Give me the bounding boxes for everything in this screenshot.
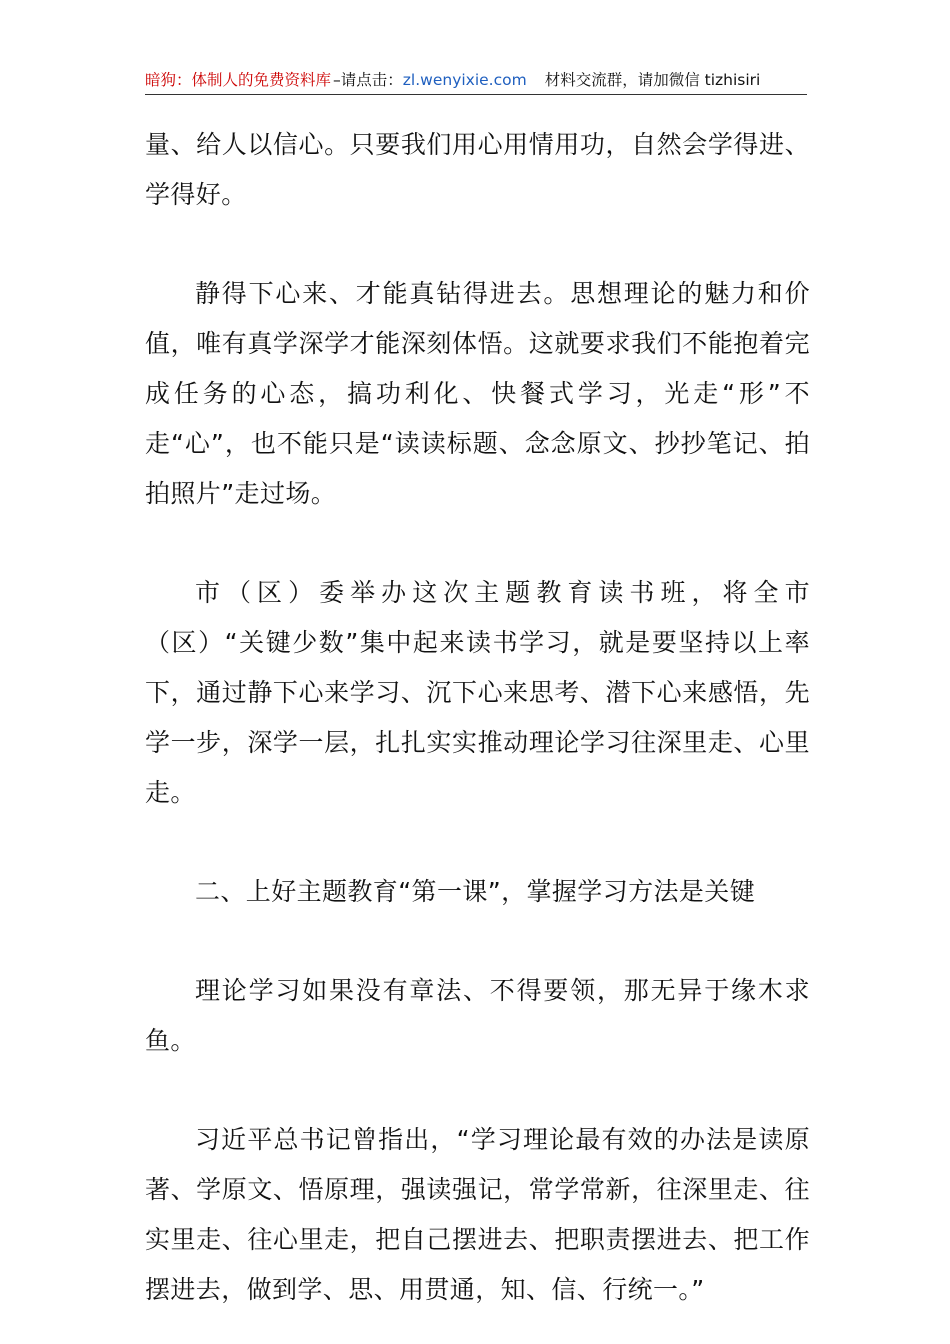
header-url-link[interactable]: zl.wenyixie.com [402,71,527,89]
header-brand: 暗狗：体制人的免费资料库 [145,71,332,89]
paragraph-reading-class: 市（区）委举办这次主题教育读书班，将全市（区）“关键少数”集中起来读书学习，就是要坚持以上率下，通过静下心来学习、沉下心来思考、潜下心来感悟，先学一步，深学一层，扎扎实实推动理论学习往深里走、心里走。 [145,578,810,807]
header-cta: –请点击： [333,71,403,89]
paragraph-quote: 习近平总书记曾指出，“学习理论最有效的办法是读原著、学原文、悟原理，强读强记，常学常新，往深里走、往实里走、往心里走，把自己摆进去、把职责摆进去、把工作摆进去，做到学、思、用贯通，知、信、行统一。” [145,1125,810,1304]
section-heading-2: 二、上好主题教育“第一课”，掌握学习方法是关键 [195,877,756,906]
document-body [145,120,810,1315]
page-header [145,68,807,95]
paragraph-continuation: 量、给人以信心。只要我们用心用情用功，自然会学得进、学得好。 [145,130,810,209]
paragraph-quiet-mind: 静得下心来、才能真钻得进去。思想理论的魅力和价值，唯有真学深学才能深刻体悟。这就要求我们不能抱着完成任务的心态，搞功利化、快餐式学习，光走“形”不走“心”，也不能只是“读读标题、念念原文、抄抄笔记、拍拍照片”走过场。 [145,279,810,508]
paragraph-method: 理论学习如果没有章法、不得要领，那无异于缘木求鱼。 [145,976,810,1055]
header-wechat-note: 材料交流群，请加微信 tizhisiri [544,71,761,89]
